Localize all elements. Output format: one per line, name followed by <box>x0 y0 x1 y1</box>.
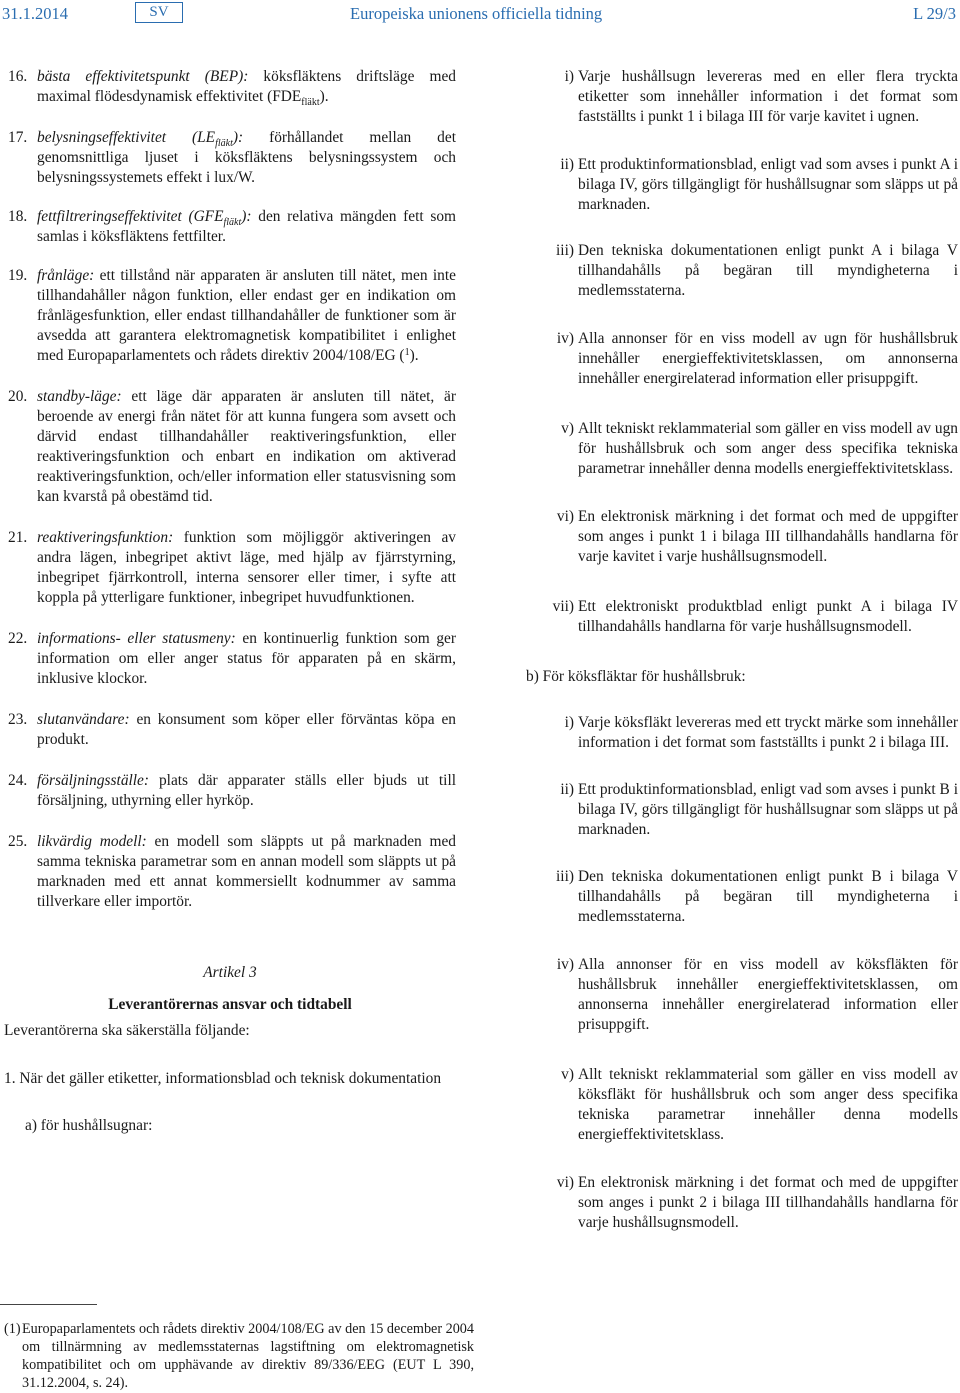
definition-text: en konsument som köper eller förväntas köpa en produkt. <box>37 711 456 748</box>
oven-item <box>506 241 958 301</box>
item-number: ii) <box>560 781 574 798</box>
definition-21 <box>4 528 456 608</box>
item-text: En elektronisk märkning i det format och med de uppgifter som anges i punkt 2 i bilaga III tillhandahålls handlarna för varje hushållsugnsmodell. <box>578 1174 958 1231</box>
item-text: Allt tekniskt reklammaterial som gäller en viss modell av ugn för hushållsbruk och som anger dess specifika tekniska parametrar innehåller denna modells energieffektivitetsklass. <box>578 420 958 477</box>
definition-number: 18. <box>8 208 28 225</box>
item-text: Alla annonser för en viss modell av ugn för hushållsbruk innehåller energieffektivitetsklassen, om annonserna innehåller energirelaterad information eller prisuppgift. <box>578 330 958 387</box>
definition-number: 19. <box>8 267 28 284</box>
definition-text-end: ). <box>319 88 329 105</box>
definition-23 <box>4 710 456 750</box>
definition-number: 16. <box>8 68 28 85</box>
journal-title: Europeiska unionens officiella tidning <box>350 4 603 23</box>
item-number: i) <box>564 68 574 85</box>
subscript: fläkt <box>301 97 320 108</box>
item-text: Allt tekniskt reklammaterial som gäller en viss modell av köksfläkt för hushållsbruk och som anger dess specifika tekniska parametrar innehåller denna modells energieffektivitetsklass. <box>578 1066 958 1143</box>
oven-item <box>506 155 958 215</box>
item-text: Den tekniska dokumentationen enligt punkt A i bilaga V tillhandahålls på begäran till myndigheterna i medlemsstaterna. <box>578 242 958 299</box>
item-text: Den tekniska dokumentationen enligt punkt B i bilaga V tillhandahålls på begäran till myndigheterna i medlemsstaterna. <box>578 868 958 925</box>
definition-18 <box>4 207 456 247</box>
definition-term: belysningseffektivitet $(LE_{fläkt})$: <box>37 129 244 149</box>
item-number: iii) <box>556 868 574 885</box>
page-header <box>0 2 960 24</box>
definition-number: 23. <box>8 711 28 728</box>
kitchen-hoods-heading: b) För köksfläktar för hushållsbruk: <box>526 668 746 685</box>
left-column <box>4 67 456 1136</box>
item-number: i) <box>564 714 574 731</box>
definition-number: 22. <box>8 630 28 647</box>
household-ovens-list <box>506 67 958 637</box>
hood-item <box>506 713 958 753</box>
item-number: v) <box>561 1066 574 1083</box>
footnote-text: Europaparlamentets och rådets direktiv 2004/108/EG av den 15 december 2004 om tillnärmning av medlemsstaternas lagstiftning om elektromagnetisk kompatibilitet och om upphävande av direktiv 89/336/EEG (EUT L 390, 31.12.2004, s. 24). <box>22 1321 474 1391</box>
definition-text-end: ). <box>409 347 419 364</box>
definition-term: fettfiltreringseffektivitet $(GFE_{fläkt})$: <box>37 208 252 228</box>
item-number: v) <box>561 420 574 437</box>
hood-item <box>506 1065 958 1145</box>
oven-item <box>506 597 958 637</box>
definition-text: ett tillstånd när apparaten är ansluten till nätet, men inte tillhandahåller någon funktion, eller endast ger en indikation om frånlägesfunktion, eller endast tillhandahåller de funktioner som är avsedda att garantera elektromagnetisk kompatibilitet i enlighet med Europaparlamentets och rådets direktiv 2004/108/EG ( <box>37 267 456 364</box>
definition-term: bästa effektivitetspunkt (BEP): <box>37 68 249 85</box>
item-number: vi) <box>556 1174 574 1191</box>
definition-17 <box>4 128 456 188</box>
definition-text: plats där apparater ställs eller bjuds ut till försäljning, uthyrning eller hyrköp. <box>37 772 456 809</box>
definition-number: 24. <box>8 772 28 789</box>
definition-text: ett läge där apparaten är ansluten till nätet, är beroende av energi från nätet för att kunna fungera som avsett och därvid endast tillhandahåller reaktiveringsfunktion, eller reaktiveringsfunktion och enbart en indikation om aktiverad reaktiveringsfunktion, och/eller information eller statusvisning som kan kvarstå på obestämd tid. <box>37 388 456 505</box>
kitchen-hoods-list <box>506 713 958 1233</box>
item-number: iii) <box>556 242 574 259</box>
definition-text: en kontinuerlig funktion som ger information om eller anger status för apparaten på en skärm, inklusive klockor. <box>37 630 457 687</box>
hood-item <box>506 1173 958 1233</box>
item-number: vi) <box>556 508 574 525</box>
definition-term: försäljningsställe: <box>37 772 150 789</box>
definition-text: förhållandet mellan det genomsnittliga ljuset i köksfläktens belysningssystem och belysningssystemets effekt i lux/W. <box>37 129 456 186</box>
footnote-reference[interactable]: 1 <box>404 347 410 358</box>
item-number: iv) <box>556 956 574 973</box>
right-column <box>506 67 958 1233</box>
footnote <box>4 1320 474 1392</box>
oven-item <box>506 329 958 389</box>
definition-16 <box>4 67 456 107</box>
article-number: Artikel 3 <box>203 964 257 981</box>
page-reference: L 29/3 <box>913 4 956 23</box>
oven-item <box>506 507 958 567</box>
item-text: Ett produktinformationsblad, enligt vad som avses i punkt B i bilaga IV, görs tillgängligt för hushållsugnar som släpps ut på marknaden. <box>578 781 958 838</box>
oven-item <box>506 67 958 127</box>
footnote-number: (1) <box>4 1321 21 1337</box>
item-number: vii) <box>552 598 574 615</box>
item-number: iv) <box>556 330 574 347</box>
paragraph-a: a) för hushållsugnar: <box>25 1117 153 1134</box>
item-text: Ett produktinformationsblad, enligt vad som avses i punkt A i bilaga IV, görs tillgängligt för hushållsugnar som släpps ut på marknaden. <box>578 156 958 213</box>
definition-term: standby-läge: <box>37 388 122 405</box>
language-badge: SV <box>135 2 183 23</box>
item-text: Ett elektroniskt produktblad enligt punkt A i bilaga IV tillhandahålls handlarna för varje hushållsugnsmodell. <box>578 598 958 635</box>
item-text: En elektronisk märkning i det format och med de uppgifter som anges i punkt 1 i bilaga III tillhandahålls handlarna för varje kavitet i varje hushållsugnsmodell. <box>578 508 958 565</box>
hood-item <box>506 867 958 927</box>
definition-19 <box>4 266 456 366</box>
oven-item <box>506 419 958 479</box>
paragraph-1: 1. När det gäller etiketter, informationsblad och teknisk dokumentation <box>4 1070 442 1087</box>
issue-date: 31.1.2014 <box>2 4 68 23</box>
definition-term: informations- eller statusmeny: <box>37 630 236 647</box>
hood-item <box>506 780 958 840</box>
definition-number: 20. <box>8 388 28 405</box>
definition-24 <box>4 771 456 811</box>
definition-term: reaktiveringsfunktion: <box>37 529 174 546</box>
definition-term: frånläge: <box>37 267 95 284</box>
definition-text: köksfläktens driftsläge med maximal flödesdynamisk effektivitet (FDE <box>37 68 456 105</box>
hood-item <box>506 955 958 1035</box>
definition-number: 25. <box>8 833 28 850</box>
definition-20 <box>4 387 456 507</box>
article-title: Leverantörernas ansvar och tidtabell <box>108 996 352 1013</box>
definition-term: likvärdig modell: <box>37 833 147 850</box>
item-text: Alla annonser för en viss modell av köksfläkten för hushållsbruk innehåller energieffektivitetsklassen, om annonserna innehåller energirelaterad information eller prisuppgift. <box>578 956 958 1033</box>
definition-25 <box>4 832 456 912</box>
definition-number: 17. <box>8 129 28 146</box>
definition-number: 21. <box>8 529 28 546</box>
article-intro: Leverantörerna ska säkerställa följande: <box>4 1022 250 1039</box>
definition-text: en modell som släppts ut på marknaden med samma tekniska parametrar som en annan modell som släppts ut på marknaden med ett annat kommersiellt kodnummer av samma tillverkare eller importör. <box>37 833 456 910</box>
item-text: Varje hushållsugn levereras med en eller flera tryckta etiketter som innehåller information i det format som fastställts i punkt 1 i bilaga III för varje kavitet i ugnen. <box>578 68 958 125</box>
definition-text: funktion som möjliggör aktiveringen av andra lägen, inbegripet aktivt läge, med hjälp av fjärrstyrning, inbegripet fjärrkontroll, interna sensorer eller timer, i syfte att koppla på ytterligare funktioner, inbegripet huvudfunktionen. <box>37 529 456 606</box>
definition-text: den relativa mängden fett som samlas i köksfläktens fettfilter. <box>37 208 456 245</box>
definition-22 <box>4 629 456 689</box>
item-number: ii) <box>560 156 574 173</box>
item-text: Varje köksfläkt levereras med ett tryckt märke som innehåller information i det format som fastställts i punkt 2 i bilaga III. <box>578 714 958 751</box>
definition-term: slutanvändare: <box>37 711 130 728</box>
footnote-divider <box>0 1304 97 1305</box>
